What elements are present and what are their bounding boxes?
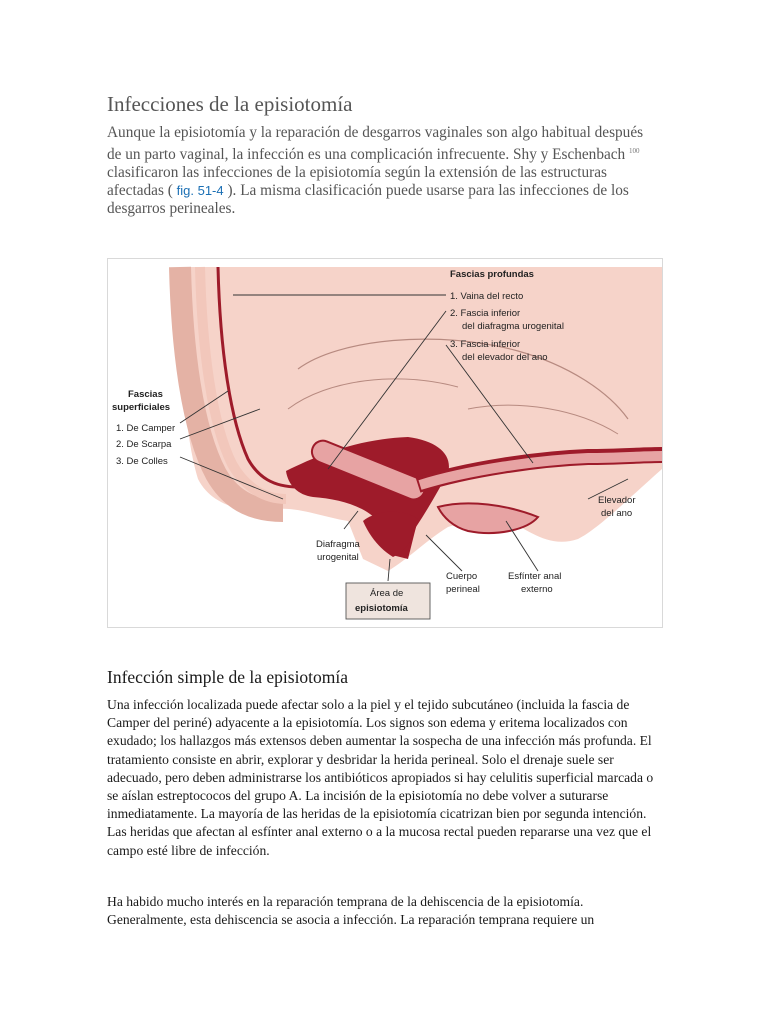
diafragma-label-a: Diafragma <box>316 539 360 550</box>
superficial-fascia-3: 3. De Colles <box>116 456 168 467</box>
elevador-label-b: del ano <box>601 508 633 519</box>
body-tissue-shape <box>180 267 662 571</box>
deep-fascias-title: Fascias profundas <box>450 269 534 280</box>
paragraph-2: Ha habido mucho interés en la reparación temprana de la dehiscencia de la episiotomía. Generalmente, esta dehiscencia se asocia a infección. La reparación temprana requiere un <box>107 894 595 928</box>
intro-text-b: clasificaron las infecciones de la episiotomía según la extensión de las estructuras afectadas ( <box>107 164 607 200</box>
elevador-label-a: Elevador <box>598 495 636 506</box>
page-title: Infecciones de la episiotomía <box>107 92 353 116</box>
deep-fascia-1: 1. Vaina del recto <box>450 291 524 302</box>
paragraph-1: Una infección localizada puede afectar solo a la piel y el tejido subcutáneo (incluida la fascia de Camper del periné) adyacente a la episiotomía. Los signos son edema y eritema localizados con exudado; los hallazgos más extensos deben aumentar la sospecha de una infección más profunda. El tratamiento consiste en abrir, explorar y desbridar la herida perineal. Solo el drenaje suele ser adecuado, pero deben administrarse los antibióticos apropiados si hay celulitis superficial marcada o se aíslan estreptococos del grupo A. La incisión de la episiotomía no debe volver a suturarse inmediatamente. La mayoría de las heridas de la episiotomía cicatrizan bien por segunda intención. Las heridas que afectan al esfínter anal externo o a la mucosa rectal pueden repararse una vez que el campo esté libre de infección. <box>107 697 654 858</box>
deep-fascia-3b: del elevador del ano <box>462 352 548 363</box>
anatomy-figure <box>107 258 663 628</box>
intro-text-a: Aunque la episiotomía y la reparación de desgarros vaginales son algo habitual después de un parto vaginal, la infección es una complicación infrecuente. Shy y Eschenbach <box>107 124 644 164</box>
intro-text-c: ). La misma clasificación puede usarse para las infecciones de los desgarros perineales. <box>107 182 629 218</box>
section-heading: Infección simple de la episiotomía <box>107 667 349 687</box>
superficial-fascias-title-b: superficiales <box>112 402 171 413</box>
superficial-fascia-1: 1. De Camper <box>116 423 176 434</box>
diafragma-label-b: urogenital <box>317 552 359 563</box>
deep-fascia-2a: 2. Fascia inferior <box>450 308 521 319</box>
superficial-fascias-title-a: Fascias <box>128 389 163 400</box>
episiotomy-area-label-a: Área de <box>370 588 404 599</box>
cuerpo-label-b: perineal <box>446 584 480 595</box>
reference-superscript[interactable]: 100 <box>629 147 640 155</box>
perineum-illustration <box>108 259 662 627</box>
superficial-fascia-2: 2. De Scarpa <box>116 439 172 450</box>
episiotomy-area-label-b: episiotomía <box>355 603 408 614</box>
deep-fascia-2b: del diafragma urogenital <box>462 321 564 332</box>
esfinter-label-a: Esfínter anal <box>508 571 562 582</box>
esfinter-label-b: externo <box>521 584 553 595</box>
cuerpo-label-a: Cuerpo <box>446 571 478 582</box>
intro-paragraph <box>107 124 652 218</box>
deep-fascia-3a: 3. Fascia inferior <box>450 339 521 350</box>
figure-link[interactable]: fig. 51-4 <box>176 183 224 199</box>
